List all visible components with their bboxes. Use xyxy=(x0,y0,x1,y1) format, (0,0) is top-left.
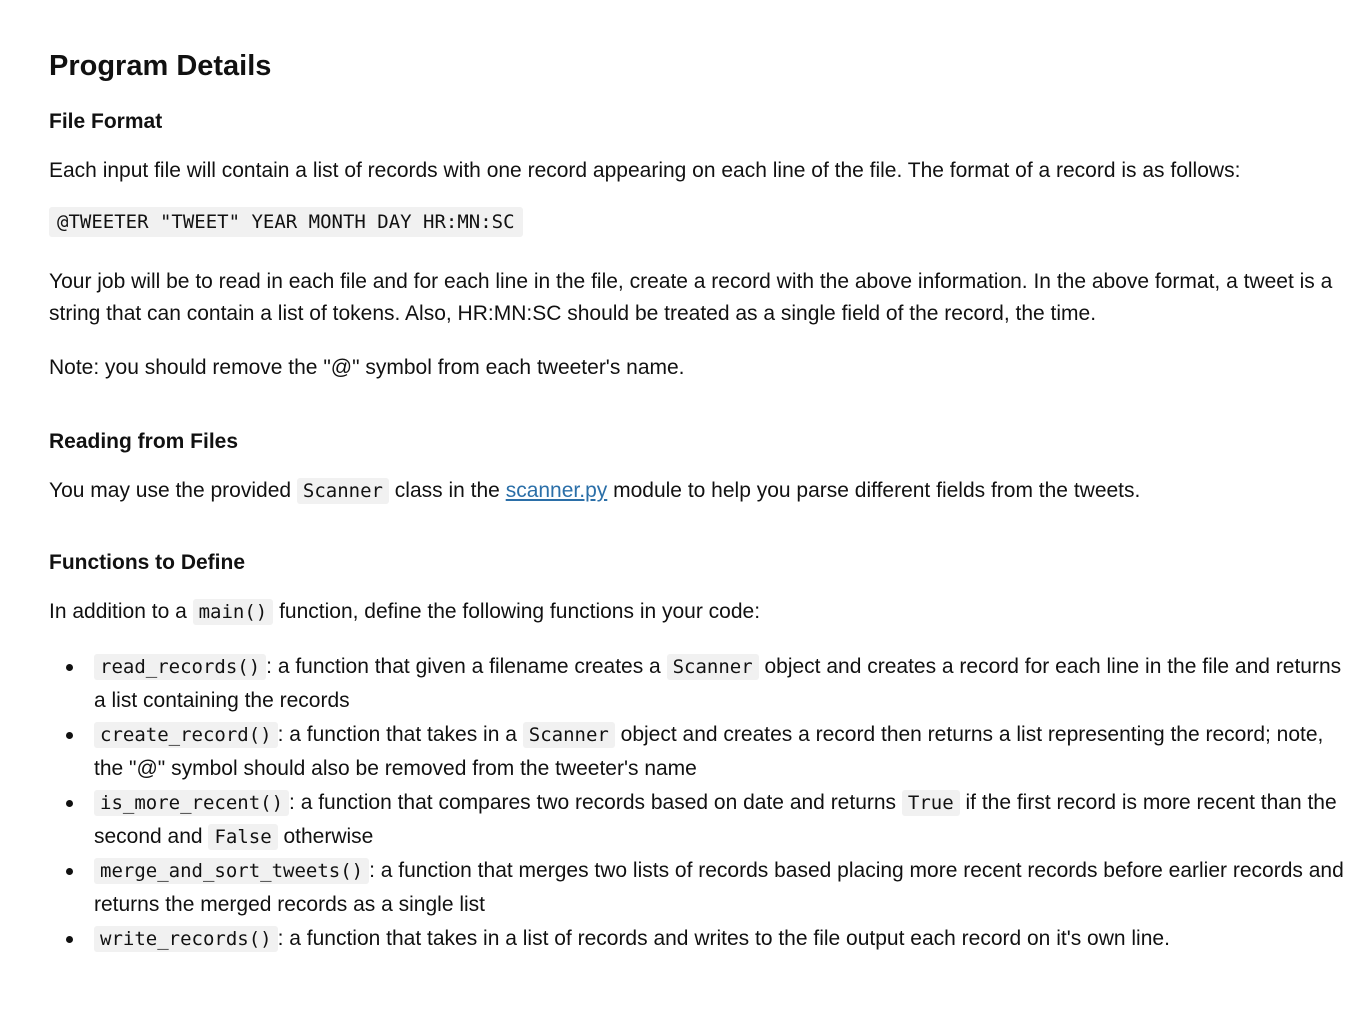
file-format-heading: File Format xyxy=(49,110,163,133)
function-name-code: write_records() xyxy=(94,926,278,952)
scanner-class-code: Scanner xyxy=(297,478,389,504)
inline-code: True xyxy=(902,790,960,816)
list-item xyxy=(94,786,1349,854)
reading-files-heading: Reading from Files xyxy=(49,430,239,453)
function-name-code: merge_and_sort_tweets() xyxy=(94,858,369,884)
list-item xyxy=(94,854,1349,922)
functions-intro-text-2: function, define the following functions in your code: xyxy=(273,600,761,623)
list-item xyxy=(94,922,1349,956)
scanner-module-link[interactable]: scanner.py xyxy=(505,479,608,502)
function-desc: : a function that takes in a xyxy=(277,723,523,746)
inline-code: Scanner xyxy=(523,722,615,748)
function-name-code: create_record() xyxy=(94,722,278,748)
function-desc: object and creates a record for each line in the file and returns a list containing the records xyxy=(94,655,1342,712)
list-item xyxy=(94,650,1349,718)
function-desc: object and creates a record then returns a list representing the record; note, the "@" symbol should also be removed from the tweeter's name xyxy=(94,723,1324,780)
function-list xyxy=(49,650,1349,956)
functions-intro-text-1: In addition to a xyxy=(49,600,193,623)
reading-text-3: module to help you parse different fields from the tweets. xyxy=(607,479,1141,502)
file-format-intro: Each input file will contain a list of records with one record appearing on each line of the file. The format of a record is as follows: xyxy=(49,159,1241,182)
main-function-code: main() xyxy=(193,599,274,625)
reading-paragraph xyxy=(49,475,1349,507)
function-desc: otherwise xyxy=(277,825,374,848)
functions-heading: Functions to Define xyxy=(49,551,245,574)
reading-text-2: class in the xyxy=(388,479,506,502)
note-paragraph: Note: you should remove the "@" symbol from each tweeter's name. xyxy=(49,356,685,379)
job-paragraph: Your job will be to read in each file and for each line in the file, create a record with the above information. In the above format, a tweet is a string that can contain a list of tokens. Also, HR:MN:SC should be treated as a single field of the record, the time. xyxy=(49,270,1333,325)
inline-code: False xyxy=(208,824,277,850)
function-name-code: read_records() xyxy=(94,654,266,680)
function-desc: : a function that takes in a list of records and writes to the file output each record on it's own line. xyxy=(277,927,1170,950)
format-block-wrapper xyxy=(49,206,1349,238)
function-desc: : a function that compares two records based on date and returns xyxy=(289,791,902,814)
function-name-code: is_more_recent() xyxy=(94,790,289,816)
inline-code: Scanner xyxy=(667,654,759,680)
page-title: Program Details xyxy=(49,50,272,82)
functions-intro xyxy=(49,596,1349,628)
function-desc: if the first record is more recent than the second and xyxy=(94,791,1337,848)
reading-text-1: You may use the provided xyxy=(49,479,297,502)
record-format-code: @TWEETER "TWEET" YEAR MONTH DAY HR:MN:SC xyxy=(49,207,523,237)
list-item xyxy=(94,718,1349,786)
function-desc: : a function that merges two lists of records based placing more recent records before earlier records and returns the merged records as a single list xyxy=(94,859,1344,916)
function-desc: : a function that given a filename creates a xyxy=(266,655,667,678)
